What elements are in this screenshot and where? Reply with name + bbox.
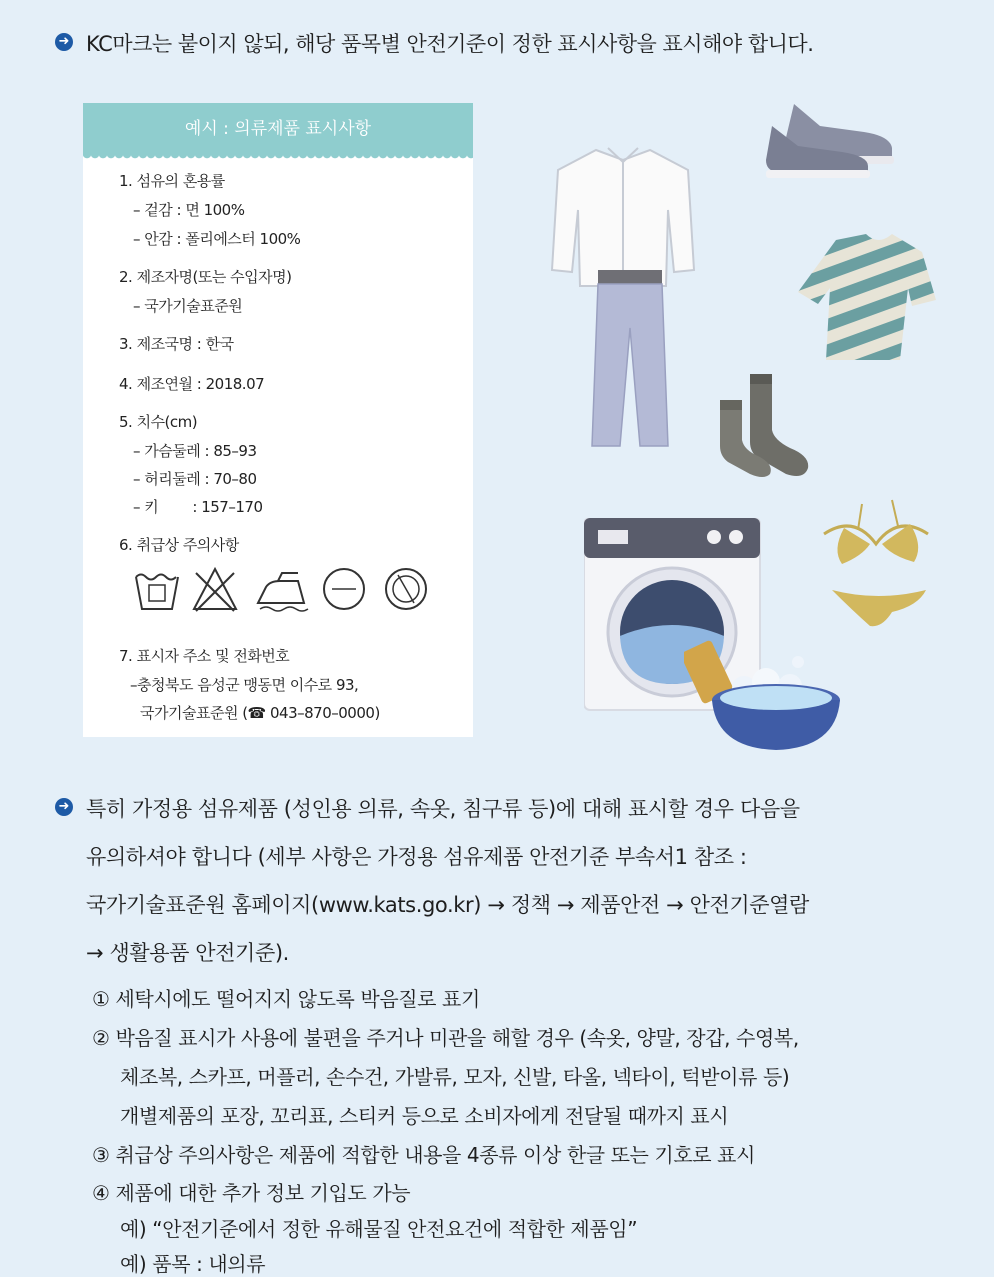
striped-tshirt-icon bbox=[796, 228, 938, 370]
notice-item: ① 세탁시에도 떨어지지 않도록 박음질로 표기 bbox=[92, 987, 480, 1011]
notice-line: 국가기술표준원 홈페이지(www.kats.go.kr) → 정책 → 제품안전 → 안전기준열람 bbox=[86, 893, 809, 917]
notice-item: 체조복, 스카프, 머플러, 손수건, 가발류, 모자, 신발, 타올, 넥타이, 턱받이류 등) bbox=[120, 1065, 790, 1089]
label-line: – 키 : 157–170 bbox=[133, 498, 263, 516]
label-line: – 안감 : 폴리에스터 100% bbox=[133, 230, 301, 248]
care-symbols-row bbox=[132, 565, 432, 615]
label-line: –충청북도 음성군 맹동면 이수로 93, bbox=[130, 676, 359, 694]
wash-basin-icon bbox=[684, 640, 844, 754]
socks-icon bbox=[716, 370, 816, 480]
label-line: 3. 제조국명 : 한국 bbox=[119, 335, 234, 353]
notice-line: → 생활용품 안전기준). bbox=[86, 941, 289, 965]
label-line: 4. 제조연월 : 2018.07 bbox=[119, 375, 265, 393]
label-card-header: 예시 : 의류제품 표시사항 bbox=[83, 103, 473, 155]
label-line: 7. 표시자 주소 및 전화번호 bbox=[119, 647, 290, 665]
notice-item: ③ 취급상 주의사항은 제품에 적합한 내용을 4종류 이상 한글 또는 기호로 표시 bbox=[92, 1143, 755, 1167]
label-line: 국가기술표준원 (☎ 043–870–0000) bbox=[140, 704, 380, 722]
trousers-icon bbox=[588, 268, 672, 450]
notice-item: 예) “안전기준에서 정한 유해물질 안전요건에 적합한 제품임” bbox=[120, 1217, 638, 1241]
no-bleach-icon bbox=[190, 565, 240, 613]
notice-line: 유의하셔야 합니다 (세부 사항은 가정용 섬유제품 안전기준 부속서1 참조 : bbox=[86, 845, 747, 869]
sneakers-icon bbox=[764, 96, 898, 180]
label-line: – 허리둘레 : 70–80 bbox=[133, 470, 257, 488]
intro-text: KC마크는 붙이지 않되, 해당 품목별 안전기준이 정한 표시사항을 표시해야 합니다. bbox=[86, 32, 814, 56]
arrow-circle-icon: ➜ bbox=[55, 798, 73, 816]
label-line: – 겉감 : 면 100% bbox=[133, 201, 245, 219]
notice-item: ② 박음질 표시가 사용에 불편을 주거나 미관을 해할 경우 (속옷, 양말, 장갑, 수영복, bbox=[92, 1026, 799, 1050]
wash-tub-icon bbox=[132, 565, 182, 613]
label-line: 1. 섬유의 혼용률 bbox=[119, 172, 225, 190]
notice-item: 개별제품의 포장, 꼬리표, 스티커 등으로 소비자에게 전달될 때까지 표시 bbox=[120, 1104, 729, 1128]
label-line: – 가슴둘레 : 85–93 bbox=[133, 442, 257, 460]
iron-icon bbox=[254, 565, 310, 613]
notice-line: 특히 가정용 섬유제품 (성인용 의류, 속옷, 침구류 등)에 대해 표시할 경우 다음을 bbox=[86, 797, 800, 821]
label-line: 2. 제조자명(또는 수입자명) bbox=[119, 268, 292, 286]
bikini-icon bbox=[814, 494, 940, 636]
label-line: – 국가기술표준원 bbox=[133, 297, 243, 315]
dry-clean-icon bbox=[320, 565, 368, 613]
tumble-dry-icon bbox=[382, 565, 430, 613]
arrow-circle-icon: ➜ bbox=[55, 33, 73, 51]
label-line: 6. 취급상 주의사항 bbox=[119, 536, 239, 554]
notice-item: 예) 품목 : 내의류 bbox=[120, 1252, 266, 1276]
label-line: 5. 치수(cm) bbox=[119, 413, 198, 431]
notice-item: ④ 제품에 대한 추가 정보 기입도 가능 bbox=[92, 1181, 411, 1205]
